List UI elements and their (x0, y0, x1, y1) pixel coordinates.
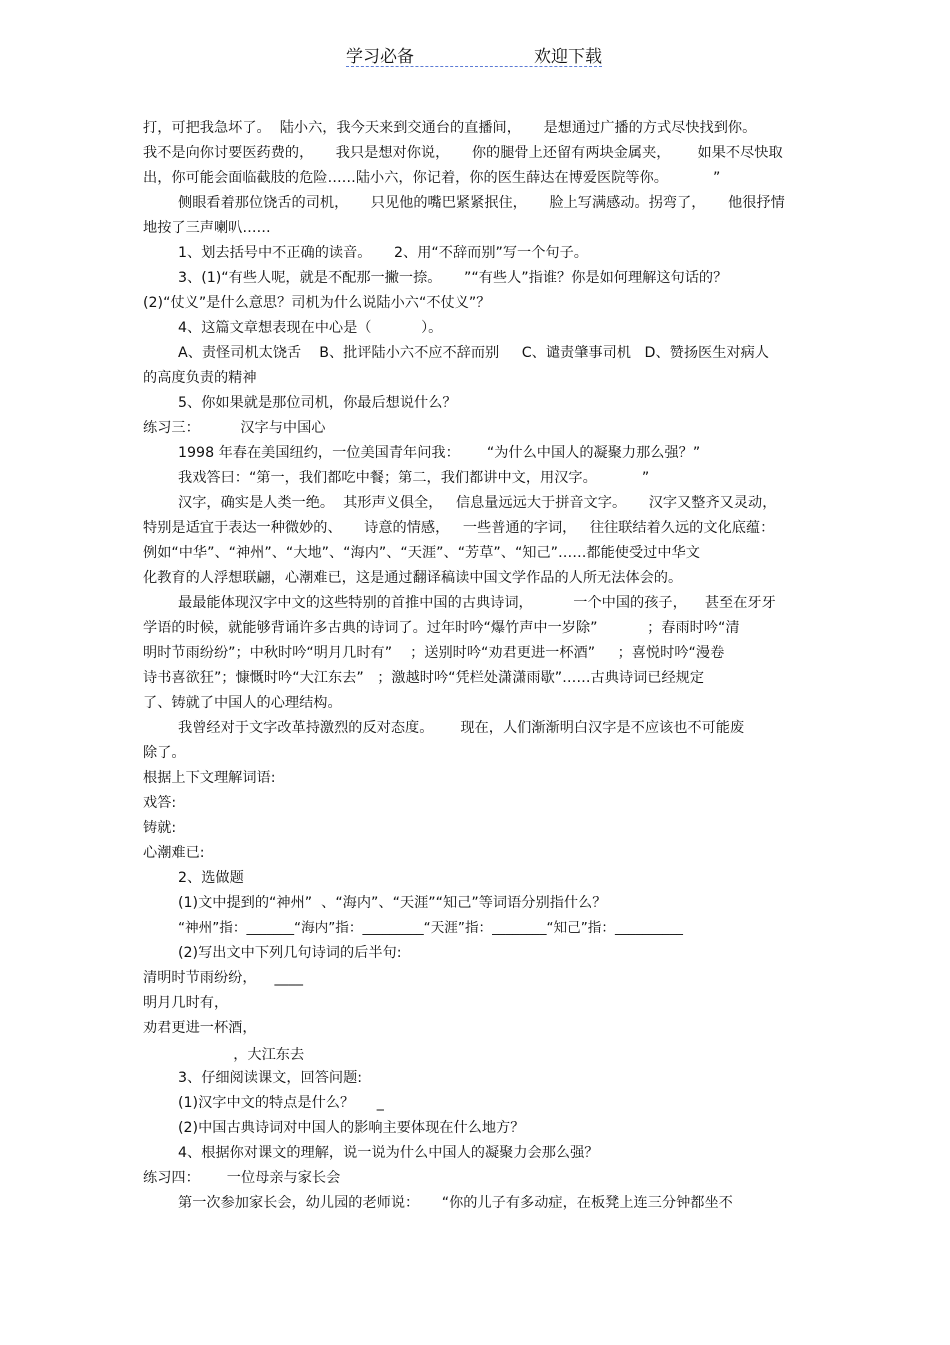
text-line: 化教育的人浮想联翩，心潮难已，这是通过翻译稿读中国文学作品的人所无法体会的。 (143, 570, 683, 586)
question-line: (1)汉字中文的特点是什么？ _ (178, 1095, 384, 1111)
question-line: (2)中国古典诗词对中国人的影响主要体现在什么地方？ (178, 1120, 525, 1136)
text-line: 打，可把我急坏了。 陆小六，我今天来到交通台的直播间， 是想通过广播的方式尽快找到你。 (143, 120, 757, 136)
question-line: 5、你如果就是那位司机，你最后想说什么？ (178, 395, 457, 411)
poem-line: 劝君更进一杯酒， (143, 1020, 257, 1036)
question-line: 根据上下文理解词语: (143, 770, 276, 786)
text-line: 地按了三声喇叭…… (143, 220, 271, 236)
options-line: A、责怪司机太饶舌 B、批评陆小六不应不辞而别 C、谴责肇事司机 D、赞扬医生对病人 (178, 345, 769, 361)
text-line: 除了。 (143, 745, 186, 761)
poem-line: 明月几时有， (143, 995, 229, 1011)
text-line: 学语的时候，就能够背诵许多古典的诗词了。过年时吟“爆竹声中一岁除” ；春雨时吟“清 (143, 620, 740, 636)
question-line: (2)写出文中下列几句诗词的后半句: (178, 945, 402, 961)
options-line: 的高度负责的精神 (143, 370, 257, 386)
question-line: 铸就: (143, 820, 177, 836)
question-line: (2)“仗义”是什么意思？司机为什么说陆小六“不仗义”？ (143, 295, 491, 311)
text-line: 第一次参加家长会，幼儿园的老师说： “你的儿子有多动症，在板凳上连三分钟都坐不 (178, 1195, 733, 1211)
text-line: 我戏答曰：“第一，我们都吃中餐；第二，我们都讲中文，用汉字。 ” (178, 470, 650, 486)
text-line: 最最能体现汉字中文的这些特别的首推中国的古典诗词， 一个中国的孩子， 甚至在牙牙 (178, 595, 776, 611)
section-heading: 练习四： 一位母亲与家长会 (143, 1170, 341, 1186)
page-header (346, 40, 602, 67)
text-line: 例如“中华”、“神州”、“大地”、“海内”、“天涯”、“芳草”、“知己”……都能使受过中华文 (143, 545, 700, 561)
text-line: 我曾经对于文字改革持激烈的反对态度。 现在，人们渐渐明白汉字是不应该也不可能废 (178, 720, 745, 736)
text-line: 了、铸就了中国人的心理结构。 (143, 695, 342, 711)
header-right-text: 欢迎下载 (534, 47, 602, 67)
text-line: 明时节雨纷纷”；中秋时吟“明月几时有” ；送别时吟“劝君更进一杯酒” ；喜悦时吟“漫卷 (143, 645, 725, 661)
question-line: 1、划去括号中不正确的读音。 2、用“不辞而别”写一个句子。 (178, 245, 588, 261)
text-line: 侧眼看着那位饶舌的司机， 只见他的嘴巴紧紧抿住， 脸上写满感动。拐弯了， 他很抒情 (178, 195, 785, 211)
poem-line: 清明时节雨纷纷， ____ (143, 970, 303, 986)
question-line: 3、仔细阅读课文，回答问题: (178, 1070, 363, 1086)
question-line: 心潮难已: (143, 845, 205, 861)
section-heading: 练习三： 汉字与中国心 (143, 420, 326, 436)
question-line: 3、(1)“有些人呢，就是不配那一撇一捺。 ”“有些人”指谁？你是如何理解这句话的？ (178, 270, 728, 286)
question-line: 4、根据你对课文的理解，说一说为什么中国人的凝聚力会那么强？ (178, 1145, 599, 1161)
question-line: 戏答: (143, 795, 177, 811)
poem-line: ，大江东去 (143, 1047, 305, 1063)
question-line: 4、这篇文章想表现在中心是（ ）。 (178, 320, 443, 336)
text-line: 我不是向你讨要医药费的， 我只是想对你说， 你的腿骨上还留有两块金属夹， 如果不尽快取 (143, 145, 783, 161)
question-line: 2、选做题 (178, 870, 244, 886)
text-line: 1998 年春在美国纽约，一位美国青年问我： “为什么中国人的凝聚力那么强？” (178, 445, 701, 461)
question-line: (1)文中提到的“神州” 、“海内”、“天涯”“知己”等词语分别指什么？ (178, 895, 607, 911)
fill-blank-line: “神州”指：_______“海内”指：_________“天涯”指：________“知己”指：__________ (178, 920, 683, 936)
text-line: 出，你可能会面临截肢的危险……陆小六，你记着，你的医生薛达在博爱医院等你。 ” (143, 170, 721, 186)
text-line: 特别是适宜于表达一种微妙的、 诗意的情感， 一些普通的字词， 往往联结着久远的文化底蕴： (143, 520, 775, 536)
text-line: 汉字，确实是人类一绝。 其形声义俱全， 信息量远远大于拼音文字。 汉字又整齐又灵动， (178, 495, 777, 511)
text-line: 诗书喜欲狂”；慷慨时吟“大江东去” ；激越时吟“凭栏处潇潇雨歇”……古典诗词已经规定 (143, 670, 705, 686)
header-left-text: 学习必备 (346, 47, 414, 67)
